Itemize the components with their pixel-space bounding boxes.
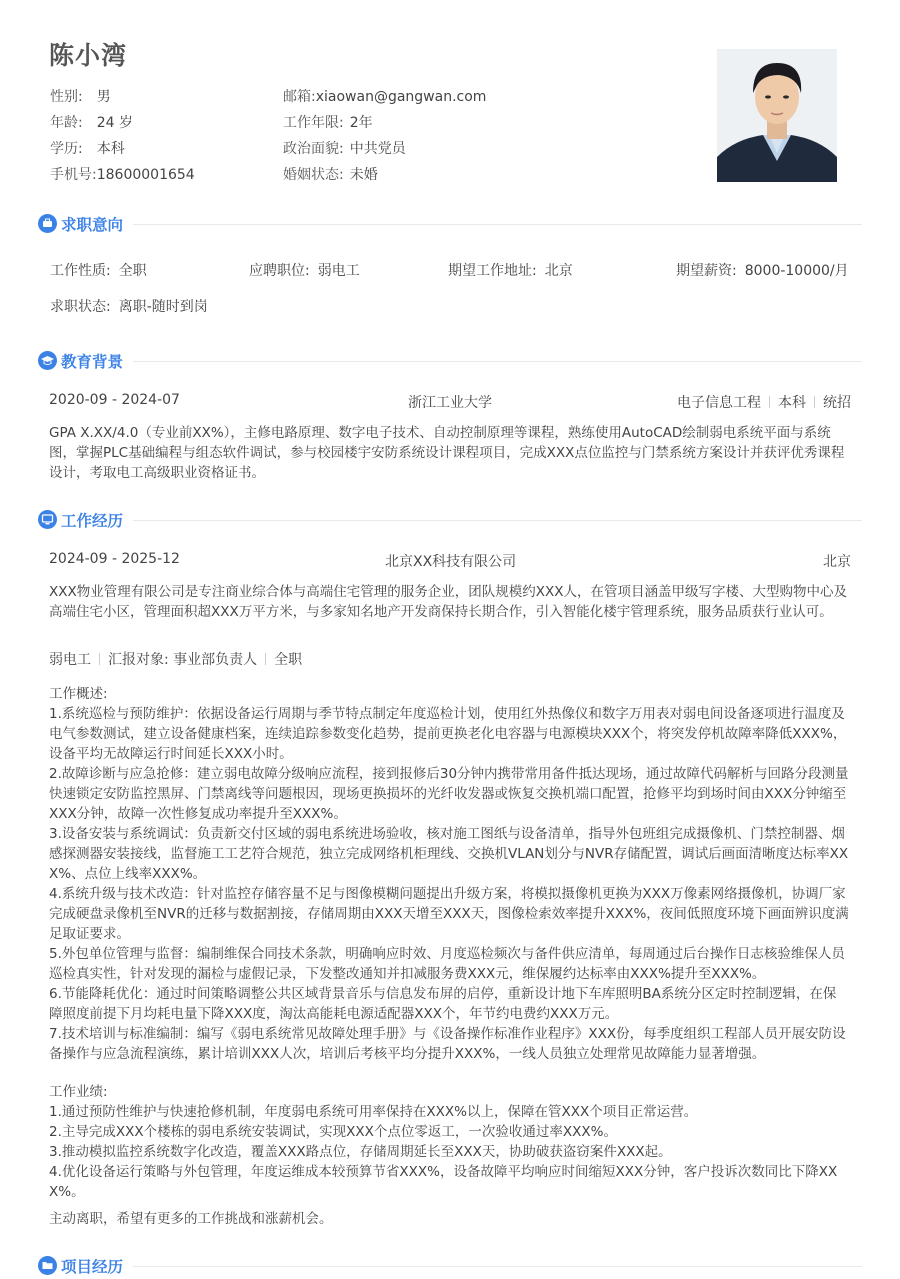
job-salary-field: 期望薪资: 8000-10000/月 (676, 263, 849, 279)
overview-item: 6.节能降耗优化：通过时间策略调整公共区域背景音乐与信息发布屏的启停，重新设计地下车库照明BA系统分区定时控制逻辑，在保障照度前提下月均耗电量下降XXX度，淘汰高能耗电源适配器XXX个，年节约电费约XXX万元。 (49, 986, 837, 1022)
work-achievements (49, 1082, 849, 1202)
phone-field: 手机号:18600001654 (50, 167, 195, 183)
education-meta (677, 392, 851, 412)
work-section-title: 工作经历 (61, 512, 124, 530)
section-divider (133, 224, 862, 225)
marital-field: 婚姻状态: 未婚 (283, 167, 378, 183)
project-section-title: 项目经历 (61, 1258, 124, 1276)
section-divider (133, 520, 862, 521)
job-status-field: 求职状态: 离职-随时到岗 (50, 299, 208, 315)
education-degree: 本科 (778, 395, 806, 411)
education-school: 浙江工业大学 (408, 395, 492, 411)
folder-icon (38, 1256, 57, 1275)
candidate-name: 陈小湾 (49, 41, 128, 70)
job-location-field: 期望工作地址: 北京 (448, 263, 573, 279)
profile-photo (717, 49, 837, 182)
leave-reason: 主动离职，希望有更多的工作挑战和涨薪机会。 (49, 1211, 333, 1227)
education-major: 电子信息工程 (677, 395, 761, 411)
education-description: GPA X.XX/4.0（专业前XX%），主修电路原理、数字电子技术、自动控制原理等课程，熟练使用AutoCAD绘制弱电系统平面与系统图，掌握PLC基础编程与组态软件调试，参与校园楼宇安防系统设计课程项目，完成XXX点位监控与门禁系统方案设计并获评优秀课程设计，考取电工高级职业资格证书。 (49, 425, 845, 481)
section-divider (133, 361, 862, 362)
achievement-item: 3.推动模拟监控系统数字化改造，覆盖XXX路点位，存储周期延长至XXX天，协助破获盗窃案件XXX起。 (49, 1144, 672, 1160)
work-overview-title: 工作概述: (49, 686, 108, 702)
achievement-item: 4.优化设备运行策略与外包管理，年度运维成本较预算节省XXX%，设备故障平均响应时间缩短XXX分钟，客户投诉次数同比下降XXX%。 (49, 1164, 838, 1200)
section-divider (133, 1266, 862, 1267)
overview-item: 7.技术培训与标准编制：编写《弱电系统常见故障处理手册》与《设备操作标准作业程序》XXX份，每季度组织工程部人员开展安防设备操作与应急流程演练，累计培训XXX人次，培训后考核平均分提升XXX%，一线人员独立处理常见故障能力显著增强。 (49, 1026, 846, 1062)
project-section-header (38, 1255, 862, 1277)
overview-item: 5.外包单位管理与监督：编制维保合同技术条款，明确响应时效、月度巡检频次与备件供应清单，每周通过后台操作日志核验维保人员巡检真实性，针对发现的漏检与虚假记录，下发整改通知并扣减服务费XXX元，维保履约达标率由XXX%提升至XXX%。 (49, 946, 845, 982)
work-role: 弱电工 (49, 652, 91, 668)
work-years-field: 工作年限: 2年 (283, 115, 373, 131)
intent-section-header (38, 213, 862, 235)
age-field: 年龄: 24 岁 (50, 115, 133, 131)
education-section-title: 教育背景 (61, 353, 124, 371)
work-company: 北京XX科技有限公司 (385, 554, 517, 570)
job-position-field: 应聘职位: 弱电工 (249, 263, 360, 279)
overview-item: 4.系统升级与技术改造：针对监控存储容量不足与图像模糊问题提出升级方案，将模拟摄像机更换为XXX万像素网络摄像机，协调厂家完成硬盘录像机至NVR的迁移与数据割接，存储周期由XXX天增至XXX天，图像检索效率提升XXX%，夜间低照度环境下画面辨识度满足取证要求。 (49, 886, 849, 942)
politics-field: 政治面貌: 中共党员 (283, 141, 406, 157)
education-type: 统招 (823, 395, 851, 411)
overview-item: 2.故障诊断与应急抢修：建立弱电故障分级响应流程，接到报修后30分钟内携带常用备件抵达现场，通过故障代码解析与回路分段测量快速锁定安防监控黑屏、门禁离线等问题根因，现场更换损坏的光纤收发器或恢复交换机端口配置，抢修平均到场时间由XXX分钟缩至XXX分钟，故障一次性修复成功率提升至XXX%。 (49, 766, 849, 822)
email-field: 邮箱:xiaowan@gangwan.com (283, 89, 487, 105)
briefcase-icon (38, 214, 57, 233)
graduation-cap-icon (38, 351, 57, 370)
work-section-header (38, 509, 862, 531)
gender-field: 性别: 男 (50, 89, 111, 105)
intent-section-title: 求职意向 (61, 216, 124, 234)
overview-item: 1.系统巡检与预防维护：依据设备运行周期与季节特点制定年度巡检计划，使用红外热像仪和数字万用表对弱电间设备逐项进行温度及电气参数测试，建立设备健康档案，连续追踪参数变化趋势，提前更换老化电容器与电源模块XXX个，将突发停机故障率降低XXX%，设备平均无故障运行时间延长XXX小时。 (49, 706, 847, 762)
work-role-meta (49, 649, 302, 669)
achievement-item: 1.通过预防性维护与快速抢修机制，年度弱电系统可用率保持在XXX%以上，保障在管XXX个项目正常运营。 (49, 1104, 698, 1120)
education-level-field: 学历: 本科 (50, 141, 125, 157)
work-overview (49, 684, 849, 1064)
job-nature-field: 工作性质: 全职 (50, 263, 147, 279)
work-city: 北京 (823, 554, 851, 570)
monitor-icon (38, 510, 57, 529)
company-description: XXX物业管理有限公司是专注商业综合体与高端住宅管理的服务企业，团队规模约XXX人，在管项目涵盖甲级写字楼、大型购物中心及高端住宅小区，管理面积超XXX万平方米，与多家知名地产开发商保持长期合作，引入智能化楼宇管理系统，服务品质获行业认可。 (49, 584, 847, 620)
work-report-to: 汇报对象: 事业部负责人 (108, 652, 258, 668)
achievement-item: 2.主导完成XXX个楼栋的弱电系统安装调试，实现XXX个点位零返工，一次验收通过率XXX%。 (49, 1124, 617, 1140)
overview-item: 3.设备安装与系统调试：负责新交付区域的弱电系统进场验收，核对施工图纸与设备清单，指导外包班组完成摄像机、门禁控制器、烟感探测器安装接线，监督施工工艺符合规范，独立完成网络机柜理线、交换机VLAN划分与NVR存储配置，调试后画面清晰度达标率XXX%、点位上线率XXX%。 (49, 826, 849, 882)
work-period: 2024-09 - 2025-12 (49, 551, 180, 567)
work-type: 全职 (274, 652, 303, 668)
education-period: 2020-09 - 2024-07 (49, 392, 180, 408)
education-section-header (38, 350, 862, 372)
work-achievement-title: 工作业绩: (49, 1084, 108, 1100)
